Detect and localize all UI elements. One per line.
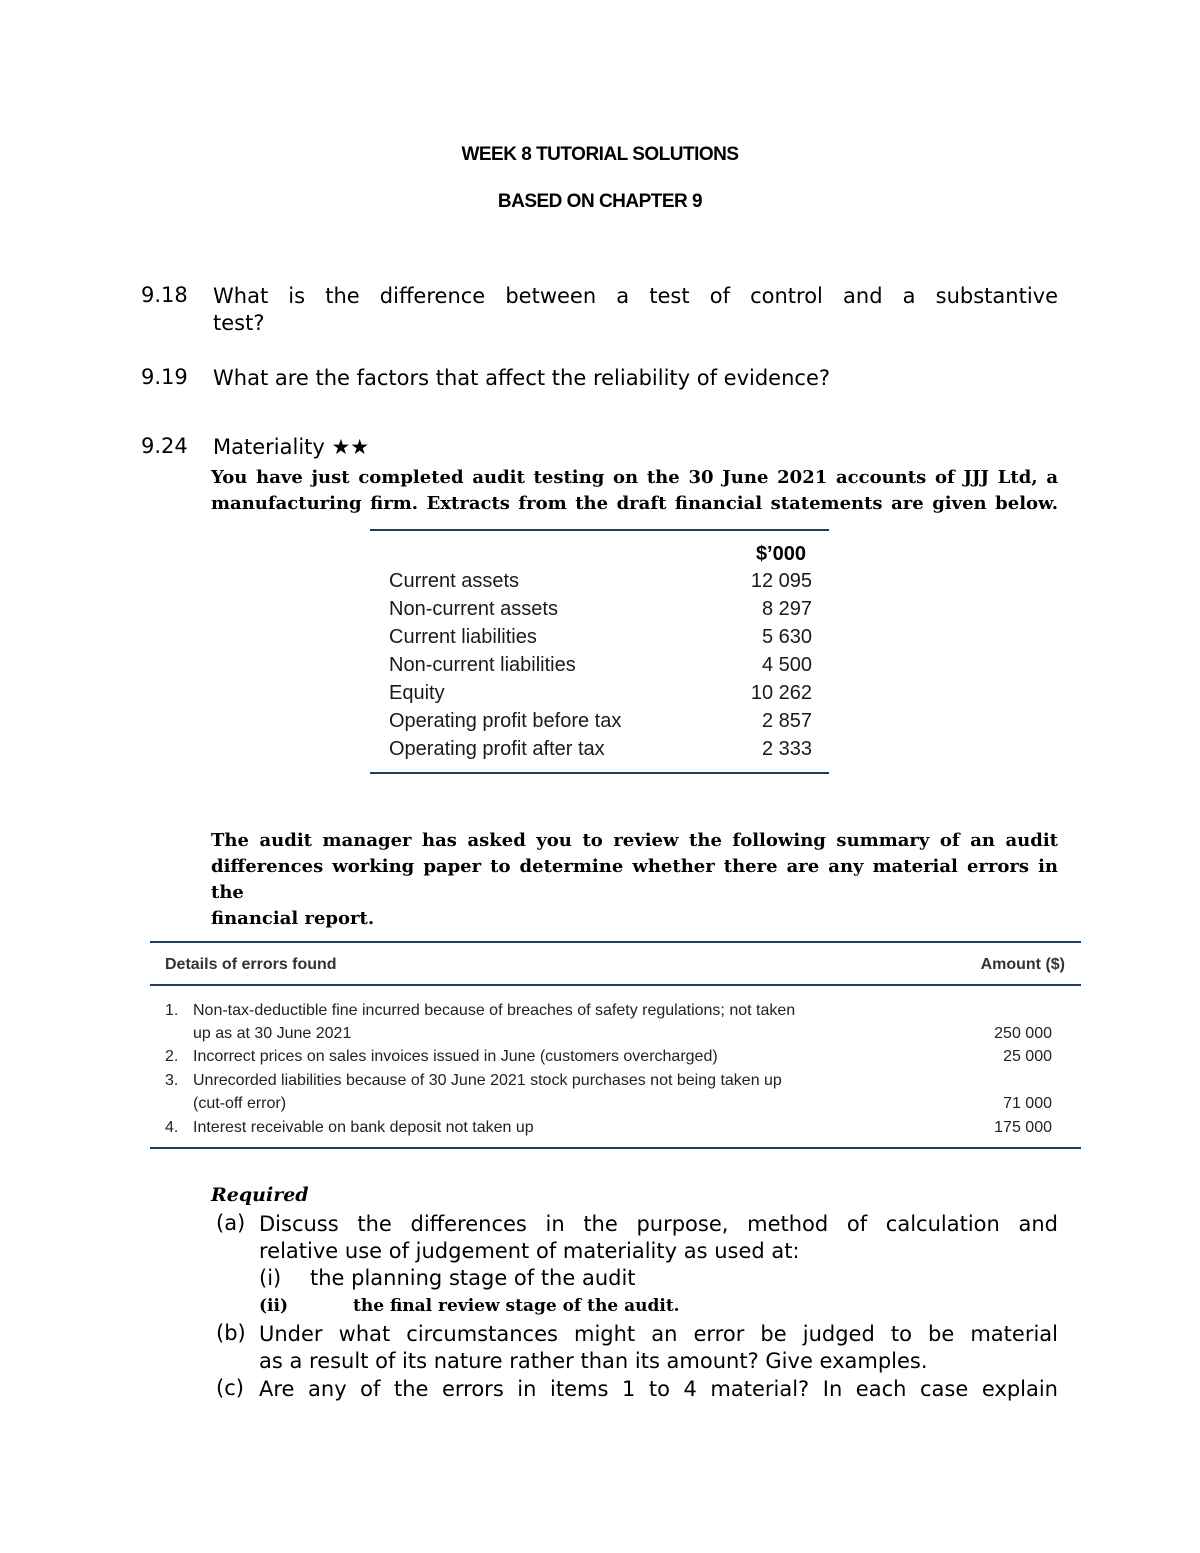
error-item-description [193,999,923,1045]
intro-line-2: manufacturing firm. Extracts from the draft financial statements are given below. [211,493,1058,514]
part-a-i-label: (i) [259,1266,282,1290]
question-number-9-19: 9.19 [141,365,188,389]
audit-manager-paragraph [211,828,1058,932]
question-number-9-24: 9.24 [141,434,188,458]
question-9-18-text [213,283,1058,337]
error-item-number: 2. [165,1048,179,1065]
financial-row-value: 2 333 [761,738,812,760]
financial-row-label: Non-current assets [389,598,558,620]
error-item-number: 1. [165,1002,179,1019]
error-item-line: (cut-off error) [193,1095,287,1112]
question-9-18-line2: test? [213,311,265,335]
manager-line-3: financial report. [211,908,375,929]
manager-line-2: differences working paper to determine whether there are any material errors in the [211,856,1058,903]
error-item-amount: 250 000 [994,1025,1052,1042]
errors-header-rule [150,984,1081,986]
question-9-19-text: What are the factors that affect the reliability of evidence? [213,366,831,390]
financials-unit-header: $’000 [755,543,806,565]
error-item-description: Interest receivable on bank deposit not taken up [193,1119,534,1136]
part-a-i-text: the planning stage of the audit [310,1266,636,1290]
part-b-label: (b) [216,1321,246,1345]
financial-row-label: Current liabilities [389,626,537,648]
financial-row-value: 2 857 [761,710,812,732]
financial-row-label: Operating profit before tax [389,710,622,732]
financial-row-value: 10 262 [750,682,812,704]
financial-row-label: Equity [389,682,445,704]
error-item-description [193,1069,923,1115]
part-a-ii-text: the final review stage of the audit. [353,1296,680,1316]
financials-top-rule [370,529,829,531]
error-item-description: Incorrect prices on sales invoices issued in June (customers overcharged) [193,1048,718,1065]
financial-row-value: 12 095 [750,570,812,592]
financial-row-value: 4 500 [761,654,812,676]
part-a-label: (a) [216,1211,246,1235]
financial-row-label: Current assets [389,570,520,592]
financials-bottom-rule [370,772,829,774]
part-a-ii-label: (ii) [259,1296,289,1316]
part-b-line2: as a result of its nature rather than its amount? Give examples. [259,1349,928,1373]
error-item-number: 4. [165,1119,179,1136]
error-item-amount: 25 000 [1003,1048,1052,1065]
part-c-label: (c) [216,1376,244,1400]
error-item-line: Non-tax-deductible fine incurred because of breaches of safety regulations; not taken [193,1002,796,1019]
page-subtitle: BASED ON CHAPTER 9 [497,191,703,212]
question-9-24-heading: Materiality ★★ [213,435,370,459]
financial-row-label: Operating profit after tax [389,738,605,760]
question-number-9-18: 9.18 [141,283,188,307]
errors-bottom-rule [150,1147,1081,1149]
errors-header-details: Details of errors found [165,956,337,973]
required-heading: Required [211,1184,309,1206]
part-c-line1: Are any of the errors in items 1 to 4 material? In each case explain [259,1377,1058,1401]
financial-row-value: 8 297 [761,598,812,620]
part-b-text [259,1321,1058,1375]
financial-row-value: 5 630 [761,626,812,648]
intro-line-1: You have just completed audit testing on the 30 June 2021 accounts of JJJ Ltd, a [211,467,1058,488]
part-b-line1: Under what circumstances might an error be judged to be material [259,1322,1058,1346]
financial-row-label: Non-current liabilities [389,654,576,676]
errors-top-rule [150,941,1081,943]
error-item-number: 3. [165,1072,179,1089]
part-a-line1: Discuss the differences in the purpose, method of calculation and [259,1212,1058,1236]
question-9-24-intro [211,465,1058,517]
errors-header-amount: Amount ($) [980,956,1065,973]
part-c-text [259,1376,1058,1403]
part-a-line2: relative use of judgement of materiality as used at: [259,1239,800,1263]
part-a-text [259,1211,1058,1265]
error-item-line: Unrecorded liabilities because of 30 June 2021 stock purchases not being taken up [193,1072,782,1089]
error-item-amount: 71 000 [1003,1095,1052,1112]
error-item-amount: 175 000 [994,1119,1052,1136]
page-title: WEEK 8 TUTORIAL SOLUTIONS [461,144,739,165]
question-9-18-line1: What is the difference between a test of control and a substantive [213,284,1058,308]
error-item-line: up as at 30 June 2021 [193,1025,352,1042]
manager-line-1: The audit manager has asked you to review the following summary of an audit [211,830,1058,851]
